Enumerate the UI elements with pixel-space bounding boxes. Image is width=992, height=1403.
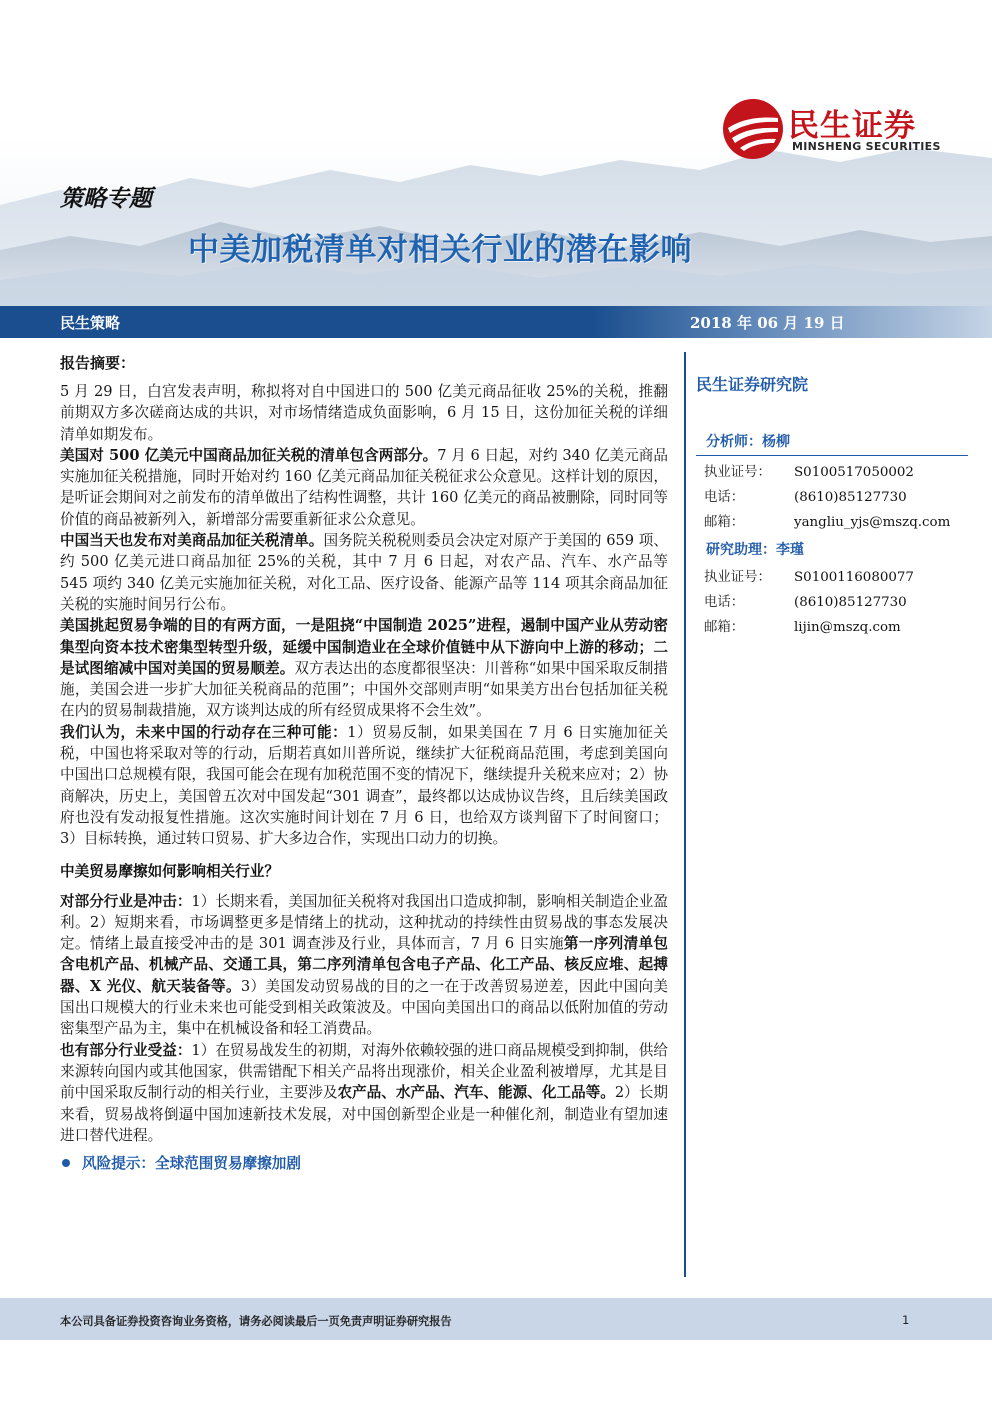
band-series-label: 民生策略	[60, 314, 121, 332]
report-summary	[60, 352, 668, 1173]
paragraph-lead: 美国对 500 亿美元中国商品加征关税的清单包含两部分。	[60, 446, 438, 464]
contact-value: S0100517050002	[794, 465, 914, 480]
analyst-sidebar	[696, 372, 968, 640]
contact-email[interactable]: yangliu_yjs@mszq.com	[794, 515, 951, 530]
summary-paragraph-7	[60, 1040, 668, 1146]
contact-row	[696, 615, 968, 640]
paragraph-body: 1）长期来看，美国加征关税将对我国出口造成抑制，影响相关制造企业盈利。2）短期来看，市场调整更多是情绪上的扰动，这种扰动的持续性由贸易战的事态发展决定。情绪上最直接受冲击的是 301 调查涉及行业，具体而言，7 月 6 日实施	[60, 892, 668, 953]
analyst-contact	[696, 460, 968, 535]
assistant-role: 研究助理：李瑾	[706, 542, 804, 558]
paragraph-body: 7 月 6 日起，对约 340 亿美元商品实施加征关税措施，同时开始对约 160 亿美元商品加征关税征求公众意见。这样计划的原因，是听证会期间对之前发布的清单做出了结构性调整，共计 160 亿美元的商品被删除，同时同等价值的商品被新列入，新增部分需要重新征求公众意见。	[60, 446, 668, 528]
summary-paragraph-6	[60, 891, 668, 1040]
column-divider	[684, 352, 686, 1277]
paragraph-lead: 中国当天也发布对美商品加征关税清单。	[60, 532, 324, 550]
paragraph-body: 国务院关税税则委员会决定对原产于美国的 659 项、约 500 亿美元进口商品加征 25%的关税，其中 7 月 6 日起，对农产品、汽车、水产品等 545 项约 340 亿美元实施加征关税，对化工品、医疗设备、能源产品等 114 项其余商品加征关税的实施时间另行公布。	[60, 532, 668, 613]
paragraph-body: 1）在贸易战发生的初期，对海外依赖较强的进口商品规模受到抑制，供给来源转向国内或其他国家，供需错配下相关产品将出现涨价，相关企业盈利被增厚，尤其是目前中国采取反制行动的相关行业，主要涉及	[60, 1041, 668, 1102]
paragraph-emphasis: 第一序列清单包含电机产品、机械产品、交通工具，第二序列清单包含电子产品、化工产品、核反应堆、起搏器、X 光仪、航天装备等。	[60, 935, 668, 995]
paragraph-lead: 美国挑起贸易争端的目的有两方面，一是阻挠“中国制造 2025”进程，遏制中国产业从劳动密集型向资本技术密集型转型升级，延缓中国制造业在全球价值链中从下游向中上游的移动；二是试图缩减中国对美国的贸易顺差。	[60, 617, 668, 677]
summary-paragraph-1: 5 月 29 日，白宫发表声明，称拟将对自中国进口的 500 亿美元商品征收 25%的关税，推翻前期双方多次磋商达成的共识，对市场情绪造成负面影响，6 月 15 日，这份加征关税的详细清单如期发布。	[60, 383, 668, 443]
paragraph-body: 3）美国发动贸易战的目的之一在于改善贸易逆差，因此中国向美国出口规模大的行业未来也可能受到相关政策波及。中国向美国出口的商品以低附加值的劳动密集型产品为主，集中在机械设备和轻工消费品。	[60, 977, 669, 1038]
paragraph-body: 1）贸易反制，如果美国在 7 月 6 日实施加征关税，中国也将采取对等的行动，后期若真如川普所说，继续扩大征税商品范围，考虑到美国向中国出口总规模有限，我国可能会在现有加税范围不变的情况下，继续提升关税来应对；2）协商解决，历史上，美国曾五次对中国发起“301 调查”，最终都以达成协议告终，且后续美国政府也没有发动报复性措施。这次实施时间计划在 7 月 6 日，也给双方谈判留下了时间窗口；3）目标转换，通过转口贸易、扩大多边合作，实现出口动力的切换。	[60, 723, 668, 848]
page-number: 1	[902, 1313, 910, 1327]
research-institute: 民生证券研究院	[696, 375, 809, 394]
contact-value: (8610)85127730	[794, 490, 907, 505]
company-logo	[722, 98, 952, 158]
paragraph-emphasis: 农产品、水产品、汽车、能源、化工品等。	[337, 1084, 615, 1102]
report-title: 中美加税清单对相关行业的潜在影响	[188, 232, 692, 268]
contact-email[interactable]: lijin@mszq.com	[794, 620, 901, 635]
contact-row	[696, 485, 968, 510]
paragraph-body: 双方表达出的态度都很坚决：川普称“如果中国采取反制措施，美国会进一步扩大加征关税商品的范围”；中国外交部则声明“如果美方出台包括加征关税在内的贸易制裁措施，双方谈判达成的所有经贸成果将不会生效”。	[60, 659, 668, 720]
contact-label: 电话：	[704, 490, 745, 505]
risk-warning-text: 风险提示：全球范围贸易摩擦加剧	[82, 1155, 301, 1173]
contact-row	[696, 565, 968, 590]
contact-value: S0100116080077	[794, 570, 914, 585]
summary-heading: 报告摘要：	[60, 354, 136, 372]
footer-disclaimer: 本公司具备证券投资咨询业务资格，请务必阅读最后一页免责声明证券研究报告	[60, 1315, 452, 1328]
bullet-dot-icon	[62, 1159, 70, 1167]
contact-value: (8610)85127730	[794, 595, 907, 610]
contact-label: 执业证号：	[704, 465, 771, 480]
report-category: 策略专题	[60, 185, 152, 212]
paragraph-lead: 对部分行业是冲击：	[60, 892, 192, 910]
summary-paragraph-2	[60, 445, 668, 530]
logo-mark-icon	[722, 98, 784, 160]
report-date: 2018 年 06 月 19 日	[690, 314, 845, 332]
contact-row	[696, 510, 968, 535]
paragraph-lead: 我们认为，未来中国的行动存在三种可能：	[60, 723, 348, 741]
analyst-role: 分析师：杨柳	[696, 431, 968, 456]
contact-label: 邮箱：	[704, 515, 745, 530]
contact-row	[696, 460, 968, 485]
assistant-contact	[696, 565, 968, 640]
section-question: 中美贸易摩擦如何影响相关行业？	[60, 862, 279, 880]
summary-paragraph-5	[60, 722, 668, 850]
paragraph-lead: 也有部分行业受益：	[60, 1041, 192, 1059]
contact-label: 执业证号：	[704, 570, 771, 585]
summary-paragraph-4	[60, 615, 668, 721]
contact-label: 邮箱：	[704, 620, 745, 635]
logo-english-name: MINSHENG SECURITIES	[792, 140, 941, 153]
contact-label: 电话：	[704, 595, 745, 610]
logo-chinese-name: 民生证券	[788, 108, 916, 144]
summary-paragraph-3	[60, 530, 668, 615]
paragraph-body: 2）长期来看，贸易战将倒逼中国加速新技术发展，对中国创新型企业是一种催化剂，制造业有望加速进口替代进程。	[60, 1084, 668, 1144]
contact-row	[696, 590, 968, 615]
risk-warning	[60, 1152, 668, 1173]
